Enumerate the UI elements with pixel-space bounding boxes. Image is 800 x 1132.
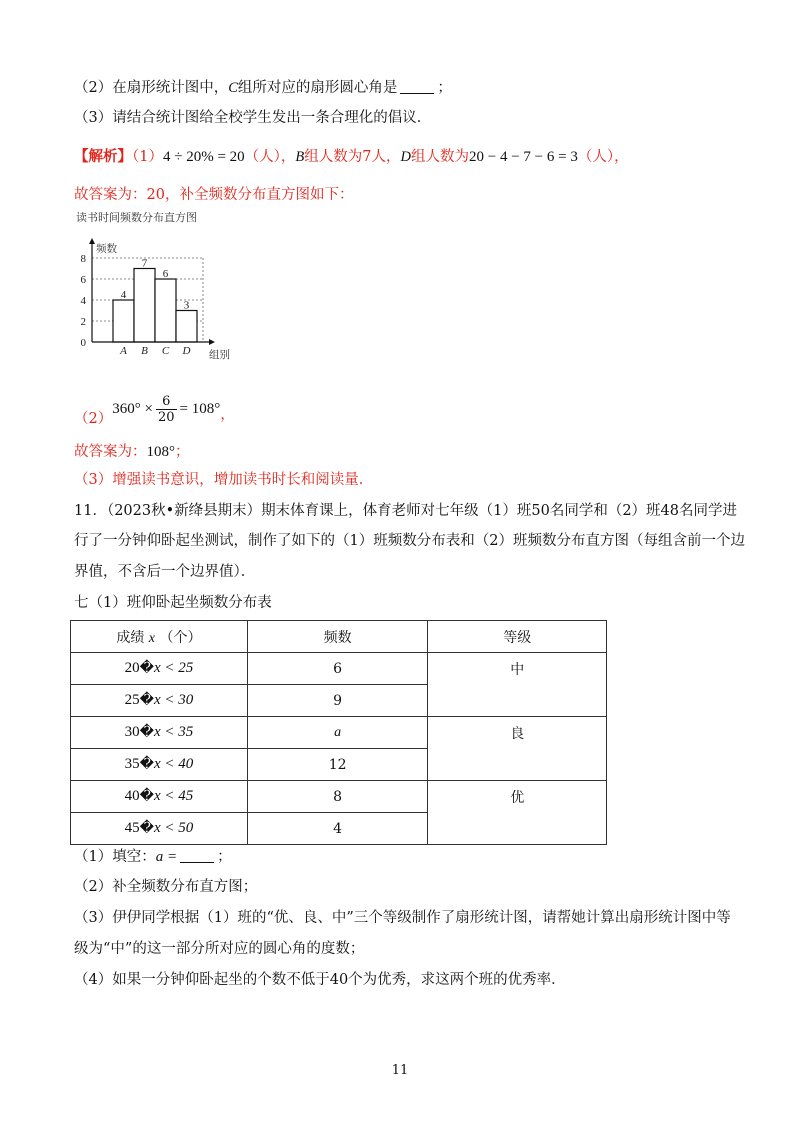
bar	[134, 269, 155, 343]
bar	[113, 300, 134, 342]
header-score-var: x	[148, 630, 156, 646]
q2-text-a: （2）在扇形统计图中，	[74, 80, 229, 96]
range-cell	[71, 685, 248, 717]
range-low: 45	[124, 820, 140, 836]
x-tick-label: B	[141, 345, 148, 357]
fill-3-line-1: （3）伊伊同学根据（1）班的“优、良、中”三个等级制作了扇形统计图，请帮她计算出扇形统计图中等	[74, 910, 731, 926]
range-high: x < 30	[153, 692, 194, 708]
fill1-var: a =	[155, 849, 178, 865]
y-axis-arrow	[89, 238, 95, 244]
sol1-comma-a: ，	[280, 149, 296, 165]
bar-value-label: 3	[183, 299, 190, 312]
y-tick-label: 2	[80, 316, 86, 328]
bar-value-label: 4	[120, 289, 127, 301]
fill-3-line-2: 级为“中”的这一部分所对应的圆心角的度数；	[74, 941, 365, 957]
range-sep: �	[139, 820, 154, 836]
frequency-cell: 12	[247, 749, 428, 781]
bar	[155, 279, 176, 342]
sol1-expr-b: 20 − 4 − 7 − 6 = 3	[469, 149, 578, 165]
header-grade: 等级	[428, 621, 607, 653]
fill-1-line	[74, 846, 232, 868]
ans2-semicolon: ；	[175, 444, 190, 460]
range-cell	[71, 781, 248, 813]
frequency-cell: 6	[247, 653, 428, 685]
sol2-comma: ，	[220, 407, 235, 423]
solution-1-line	[74, 146, 629, 168]
ans2-label: 故答案为：	[74, 444, 147, 460]
question-3-line: （3）请结合统计图给全校学生发出一条合理化的倡议．	[74, 110, 432, 126]
sol1-text-b: 组人数为7人，	[304, 149, 401, 165]
header-score-text: 成绩	[116, 629, 145, 646]
table-title: 七（1）班仰卧起坐频数分布表	[74, 595, 272, 611]
sol1-unit-b: （人）	[577, 149, 615, 165]
histogram-chart	[74, 212, 264, 362]
x-tick-label: A	[120, 345, 127, 357]
fill1-text: （1）填空：	[74, 849, 156, 865]
header-frequency: 频数	[247, 621, 428, 653]
fraction-numerator: 6	[156, 394, 177, 410]
solution-label: 【解析】	[74, 148, 132, 165]
frequency-cell: 9	[247, 685, 428, 717]
y-tick-label: 6	[80, 274, 86, 286]
sol2-expr-b: = 108°	[179, 401, 221, 417]
bar-value-label: 6	[162, 268, 169, 280]
x-tick-label: D	[182, 345, 191, 357]
grade-cell-you: 优	[428, 781, 607, 845]
ans2-value: 108°	[146, 444, 175, 460]
fraction-denominator: 20	[157, 409, 175, 425]
chart-ylabel: 频数	[96, 243, 117, 255]
answer-blank	[180, 848, 214, 863]
range-high: x < 50	[153, 820, 194, 836]
range-low: 40	[124, 788, 140, 804]
x-axis-arrow	[209, 339, 215, 345]
range-high: x < 35	[153, 724, 194, 740]
header-score	[71, 621, 248, 653]
table-header-row	[71, 621, 607, 653]
frequency-table	[70, 620, 607, 845]
sol1-index: （1）	[132, 149, 163, 165]
table-row	[71, 781, 607, 813]
grade-cell-zhong: 中	[428, 653, 607, 717]
q2-text-c: ；	[437, 80, 452, 96]
problem-11-line-1: 11．（2023秋•新绛县期末）期末体育课上，体育老师对七年级（1）班50名同学和（2）班48名同学进	[74, 503, 738, 519]
range-low: 35	[124, 756, 140, 772]
header-score-unit: （个）	[159, 629, 202, 646]
bar	[176, 311, 197, 343]
bar-value-label: 7	[141, 257, 148, 270]
q2-var-c: C	[228, 80, 238, 96]
sol1-var-d: D	[400, 149, 411, 165]
solution-2-line	[74, 393, 235, 436]
range-low: 20	[124, 660, 140, 676]
problem-11-line-3: 界值，不含后一个边界值）．	[74, 564, 256, 580]
range-sep: �	[139, 660, 154, 676]
page-number: 11	[391, 1063, 409, 1078]
table-row	[71, 717, 607, 749]
x-tick-label: C	[161, 345, 170, 357]
sol1-text-d: 组人数为	[411, 149, 469, 165]
sol2-index: （2）	[74, 411, 113, 427]
frequency-cell: a	[247, 717, 428, 749]
range-cell	[71, 813, 248, 845]
sol1-unit-a: （人）	[244, 149, 281, 165]
fill-4-line: （4）如果一分钟仰卧起坐的个数不低于40个为优秀，求这两个班的优秀率．	[74, 972, 566, 988]
y-tick-label: 8	[80, 253, 86, 265]
answer-1-line: 故答案为：20，补全频数分布直方图如下：	[74, 187, 354, 203]
y-tick-label: 0	[80, 337, 86, 349]
range-cell	[71, 717, 248, 749]
range-cell	[71, 653, 248, 685]
range-high: x < 40	[153, 756, 194, 772]
sol1-var-b: B	[295, 149, 305, 165]
problem-11-line-2: 行了一分钟仰卧起坐测试，制作了如下的（1）班频数分布表和（2）班频数分布直方图（每组含前一个边	[74, 533, 745, 549]
range-high: x < 25	[153, 660, 194, 676]
range-cell	[71, 749, 248, 781]
range-high: x < 45	[153, 788, 194, 804]
range-sep: �	[139, 724, 154, 740]
question-2-line	[74, 77, 452, 99]
fill-2-line: （2）补全频数分布直方图；	[74, 879, 258, 895]
sol2-expr-a: 360° ×	[112, 401, 153, 417]
q2-text-b: 组所对应的扇形圆心角是	[237, 80, 398, 96]
range-low: 25	[124, 692, 140, 708]
sol1-comma-b: ，	[614, 149, 629, 165]
solution-3-line: （3）增强读书意识，增加读书时长和阅读量．	[74, 472, 374, 488]
chart-title: 读书时间频数分布直方图	[76, 212, 197, 224]
grade-cell-liang: 良	[428, 717, 607, 781]
range-low: 30	[124, 724, 140, 740]
range-sep: �	[139, 788, 154, 804]
answer-2-line	[74, 441, 190, 463]
answer-blank	[400, 79, 434, 94]
range-sep: �	[139, 756, 154, 772]
chart-xlabel: 组别	[209, 349, 230, 361]
frequency-cell: 8	[247, 781, 428, 813]
frequency-cell: 4	[247, 813, 428, 845]
sol2-fraction	[156, 394, 177, 425]
y-tick-label: 4	[80, 295, 86, 307]
table-row	[71, 653, 607, 685]
sol1-expr-a: 4 ÷ 20% = 20	[162, 149, 245, 165]
range-sep: �	[139, 692, 154, 708]
fill1-semicolon: ；	[217, 849, 232, 865]
